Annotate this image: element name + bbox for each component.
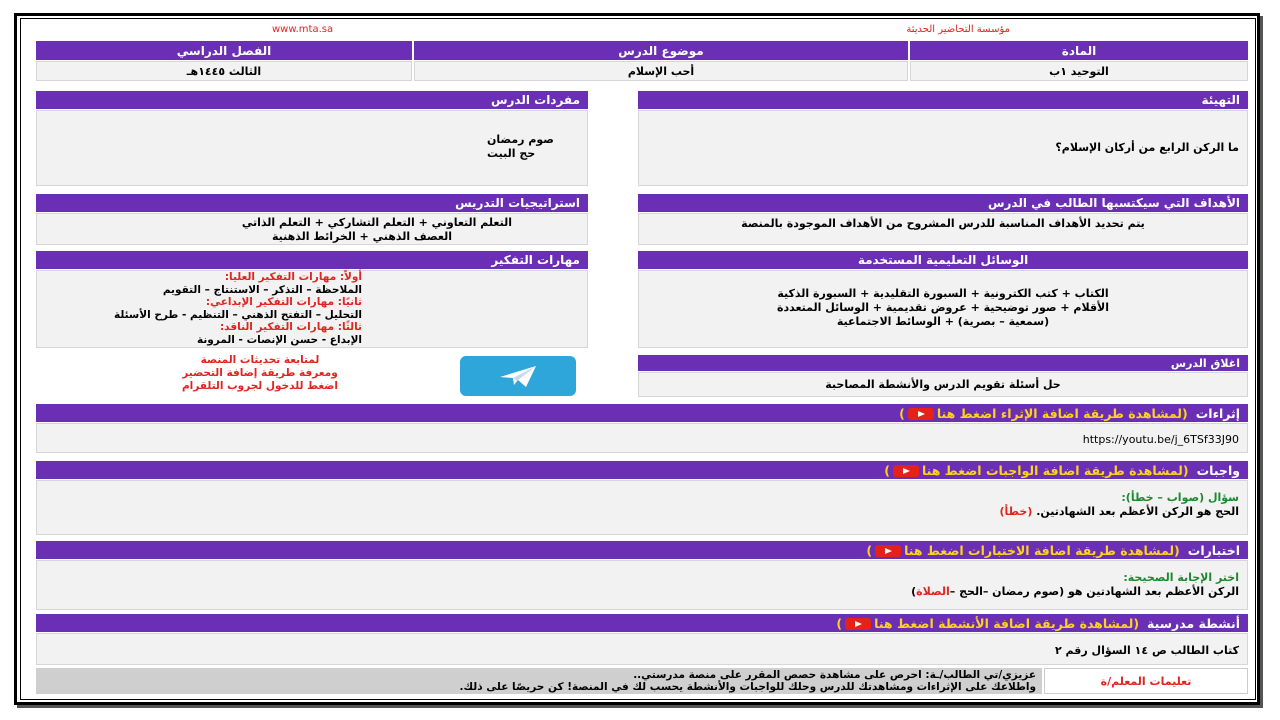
homework-question-text: الحج هو الركن الأعظم بعد الشهادتين.	[1036, 505, 1239, 518]
subject-label: المادة	[910, 41, 1248, 60]
tests-title: اختبارات	[1187, 542, 1240, 558]
thinking-line-3: الإبداع - حسن الإنصات - المرونة	[196, 333, 362, 346]
youtube-icon[interactable]	[845, 618, 871, 630]
homework-title: واجبات	[1196, 462, 1240, 478]
goals-box	[638, 213, 1248, 245]
warmup-header: التهيئة	[638, 91, 1248, 109]
telegram-line-2: ومعرفة طريقة إضافة التحضير	[182, 367, 338, 379]
thinking-heading-1: أولاً: مهارات التفكير العليا:	[224, 271, 362, 283]
thinking-line-2: التحليل – التفتح الذهني – التنظيم - طرح الأسئلة	[113, 308, 362, 321]
goals-text: يتم تحديد الأهداف المناسبة للدرس المشروح من الأهداف الموجودة بالمنصة	[741, 217, 1145, 230]
warmup-text: ما الركن الرابع من أركان الإسلام؟	[1055, 141, 1239, 154]
org-name: مؤسسة التحاضير الحديثة	[906, 24, 1010, 35]
homework-link[interactable]: (لمشاهدة طريقة اضافة الواجبات اضغط هنا)	[884, 462, 1189, 478]
thinking-heading-2: ثانيًا: مهارات التفكير الإبداعي:	[205, 296, 362, 308]
enrich-link[interactable]: (لمشاهدة طريقة اضافة الإثراء اضغط هنا)	[899, 405, 1188, 421]
youtube-icon[interactable]	[893, 465, 919, 477]
tests-question-text: الركن الأعظم بعد الشهادتين هو (صوم رمضان –الحج –	[949, 585, 1239, 598]
vocab-item: حج البيت	[487, 147, 536, 160]
semester-value: الثالث ١٤٤٥هـ	[36, 61, 412, 81]
thinking-box	[36, 270, 588, 348]
aids-line-3: (سمعية – بصرية) + الوسائط الاجتماعية	[836, 315, 1050, 328]
aids-line-1: الكتاب + كتب الكترونية + السبورة التقليدية + السبورة الذكية	[777, 287, 1109, 300]
teacher-line-2: واطلاعك على الإثراءات ومشاهدتك للدرس وحلك للواجبات والأنشطة يحسب لك في المنصة! كن حريصًا على ذلك.	[459, 681, 1036, 693]
thinking-header: مهارات التفكير	[36, 251, 588, 269]
aids-line-2: الأقلام + صور توضيحية + عروض تقديمية + الوسائل المتعددة	[776, 301, 1109, 314]
telegram-line-3: اضغط للدخول لجروب التلقرام	[181, 380, 339, 392]
teacher-box	[36, 668, 1042, 694]
telegram-line-1: لمتابعة تحديثات المنصة	[200, 354, 320, 366]
telegram-promo[interactable]	[150, 354, 370, 393]
youtube-icon[interactable]	[875, 545, 901, 557]
aids-header: الوسائل التعليمية المستخدمة	[638, 251, 1248, 269]
teacher-line-1: عزيزي/تي الطالب/ـة: احرص على مشاهدة حصص المقرر على منصة مدرستي..	[633, 669, 1036, 681]
subject-value: التوحيد ١ب	[910, 61, 1248, 81]
warmup-box	[638, 110, 1248, 186]
vocab-item: صوم رمضان	[487, 133, 554, 146]
thinking-heading-3: ثالثًا: مهارات التفكير الناقد:	[219, 321, 362, 333]
lesson-topic-label: موضوع الدرس	[414, 41, 908, 60]
site-url[interactable]: www.mta.sa	[272, 24, 334, 35]
homework-box	[36, 480, 1248, 535]
vocab-header: مفردات الدرس	[36, 91, 588, 109]
homework-answer: (خطأ)	[999, 505, 1033, 518]
activities-text: كتاب الطالب ص ١٤ السؤال رقم ٢	[1054, 644, 1239, 657]
strategies-line-1: التعلم التعاوني + التعلم التشاركي + التعلم الذاتي	[241, 216, 512, 229]
homework-header	[36, 461, 1248, 479]
tests-header	[36, 541, 1248, 559]
enrich-url[interactable]: https://youtu.be/j_6TSf33J90	[1082, 433, 1239, 446]
teacher-label: تعليمات المعلم/ة	[1044, 668, 1248, 694]
activities-box	[36, 633, 1248, 665]
activities-link[interactable]: (لمشاهدة طريقة اضافة الأنشطة اضغط هنا)	[836, 615, 1140, 631]
semester-label: الفصل الدراسي	[36, 41, 412, 60]
tests-answer: الصلاة	[916, 585, 950, 598]
enrich-header	[36, 404, 1248, 422]
youtube-icon[interactable]	[908, 408, 934, 420]
closing-text: حل أسئلة تقويم الدرس والأنشطة المصاحبة	[825, 378, 1061, 391]
tests-box	[36, 560, 1248, 610]
enrich-box	[36, 423, 1248, 453]
vocab-box	[36, 110, 588, 186]
aids-box	[638, 270, 1248, 348]
closing-box	[638, 372, 1248, 397]
enrich-title: إثراءات	[1195, 405, 1240, 421]
strategies-header: استراتيجيات التدريس	[36, 194, 588, 212]
goals-header: الأهداف التي سيكتسبها الطالب في الدرس	[638, 194, 1248, 212]
info-table	[36, 41, 1248, 81]
telegram-icon[interactable]	[460, 356, 576, 396]
tests-link[interactable]: (لمشاهدة طريقة اضافة الاختبارات اضغط هنا)	[866, 542, 1180, 558]
activities-header	[36, 614, 1248, 632]
strategies-box	[36, 213, 588, 245]
strategies-line-2: العصف الذهني + الخرائط الذهنية	[272, 230, 452, 243]
closing-header: اغلاق الدرس	[638, 355, 1248, 371]
homework-question-label: سؤال (صواب – خطأ):	[1121, 491, 1239, 504]
tests-question-tail: )	[911, 585, 917, 598]
tests-question-label: اختر الإجابة الصحيحة:	[1123, 571, 1239, 584]
activities-title: أنشطة مدرسية	[1147, 615, 1240, 631]
lesson-topic-value: أحب الإسلام	[414, 61, 908, 81]
thinking-line-1: الملاحظة – التذكر – الاستنتاج – التقويم	[162, 283, 362, 296]
